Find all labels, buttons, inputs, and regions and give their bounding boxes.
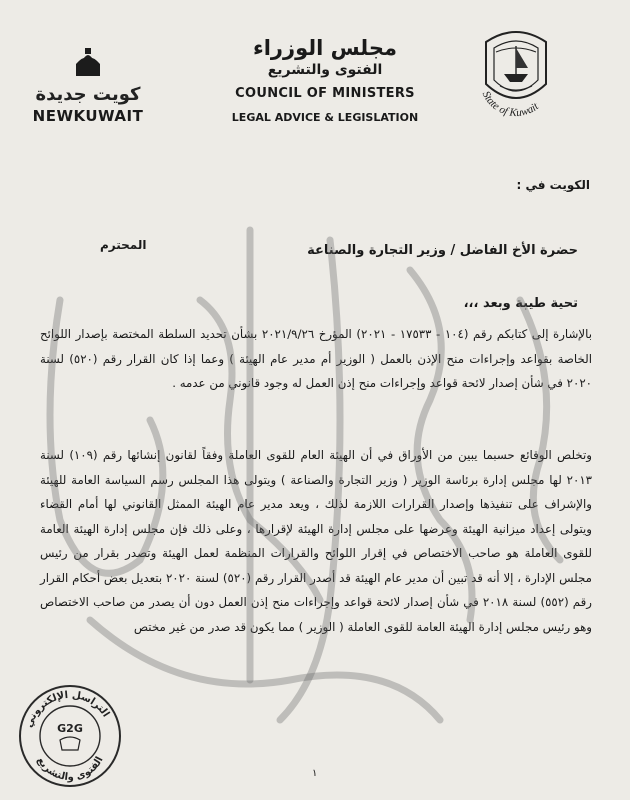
body-paragraph-1: بالإشارة إلى كتابكم رقم (١٠٤ - ١٧٥٣٣ - ٢٠٢١) المؤرخ ٢٠٢١/٩/٢٦ بشأن تحديد السلطة المختصة بإصدار اللوائح الخاصة بقواعد وإجراءات منح الإذن بالعمل ( الوزير أم مدير عام الهيئة ) وعما إذا كان القرار رقم (٥٢٠) لسنة ٢٠٢٠ في شأن إصدار لائحة قواعد وإجراءات منح إذن العمل له وجود قانوني من عدمه .: [40, 327, 592, 390]
new-kuwait-logo: [28, 46, 148, 125]
addressee-line: حضرة الأخ الفاضل / وزير التجارة والصناعة: [307, 243, 578, 258]
body-paragraph-2: وتخلص الوقائع حسبما يبين من الأوراق في أن الهيئة العام للقوى العاملة وفقاً لقانون إنشائها رقم (١٠٩) لسنة ٢٠١٣ لها مجلس إدارة برئاسة الوزير ( وزير التجارة والصناعة ) ويتولى هذا المجلس رسم السياسة العامة للهيئة والإشراف على تنفيذها وإصدار القرارات اللازمة لذلك ، ويعد مدير عام الهيئة الممثل القانوني لها أمام القضاء ويتولى إعداد ميزانية الهيئة وعرضها على مجلس إدارة الهيئة لإقرارها ، وعلى ذلك فإن مجلس إدارة الهيئة العامة للقوى العاملة هو صاحب الاختصاص في إقرار اللوائح والقرارات المنظمة لعمل الهيئة وتصدر بقرار من رئيس مجلس الإدارة ، إلا أنه قد تبين أن مدير عام الهيئة قد أصدر القرار رقم (٥٢٠) لسنة ٢٠٢٠ بتعديل بعض أحكام القرار رقم (٥٥٢) لسنة ٢٠١٨ في شأن إصدار لائحة قواعد وإجراءات منح إذن العمل دون أن يصدر من صاحب الاختصاص وهو رئيس مجلس إدارة الهيئة العامة للقوى العاملة ( الوزير ) مما يكون قد صدر من غير مختص: [40, 448, 592, 634]
seal-caption: State of Kuwait: [479, 89, 541, 120]
page-number: ١: [312, 768, 318, 779]
legal-arabic-subtitle: الفتوى والتشريع: [267, 62, 383, 78]
council-arabic-title: مجلس الوزراء: [252, 36, 398, 60]
brand-english: NEWKUWAIT: [32, 107, 144, 125]
new-kuwait-logo-icon: [68, 46, 108, 80]
stamp-top-text: التراسل الإلكتروني: [23, 689, 112, 730]
greeting-line: تحية طيبة وبعد ،،،: [463, 296, 578, 311]
legal-english-subtitle: LEGAL ADVICE & LEGISLATION: [231, 111, 419, 124]
place-date-line: الكويت في :: [516, 178, 590, 192]
stamp-bottom-text: الفتوى والتشريع: [34, 755, 106, 784]
salutation-title: المحترم: [100, 238, 147, 252]
council-english-title: COUNCIL OF MINISTERS: [235, 86, 415, 101]
letterhead: [210, 30, 440, 124]
brand-arabic: كويت جديدة: [35, 84, 141, 105]
stamp-center-text: G2G: [57, 722, 83, 735]
g2g-stamp: [16, 680, 124, 788]
kuwait-emblem-icon: [466, 22, 566, 130]
stamp-emblem-icon: [60, 737, 80, 750]
